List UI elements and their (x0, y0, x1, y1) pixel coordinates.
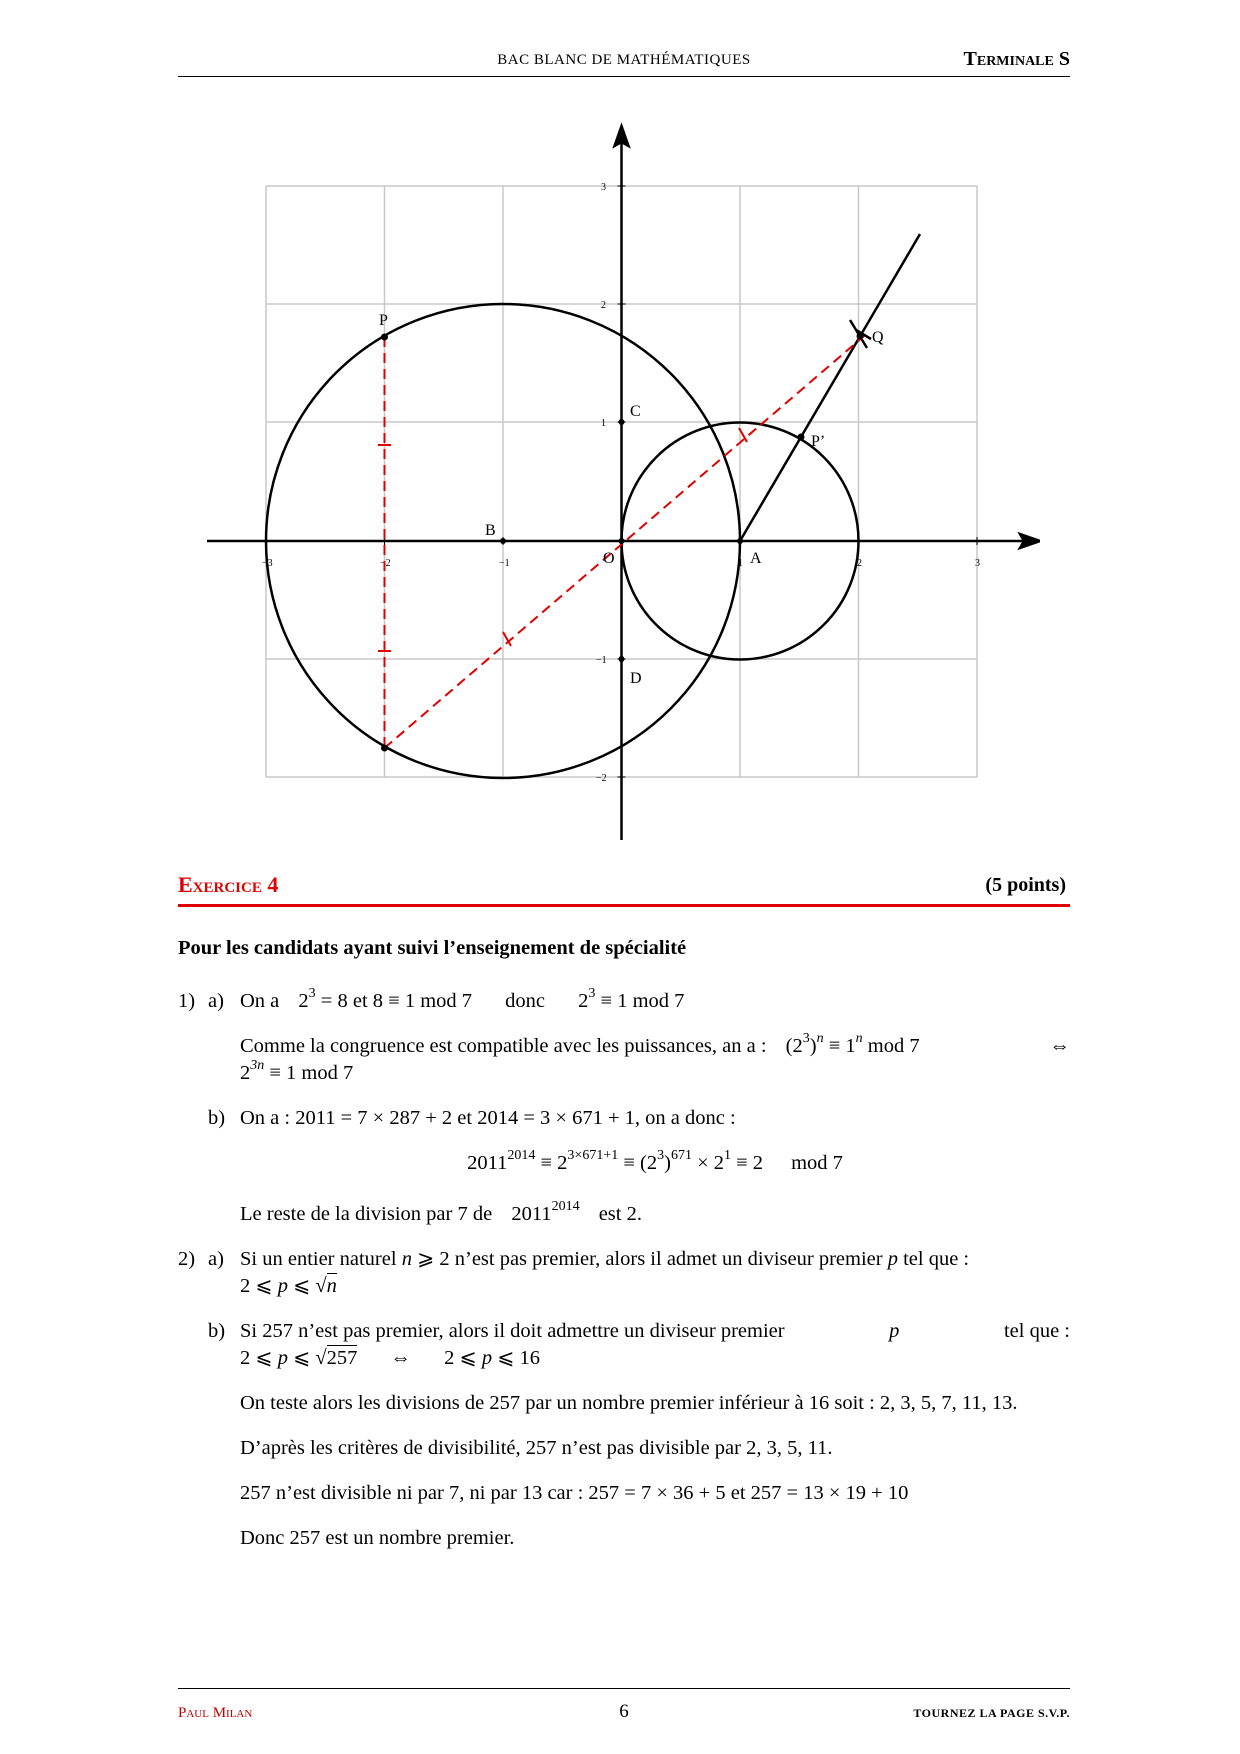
exercise-title: Exercice 4 (178, 872, 279, 897)
label-q: Q (872, 329, 884, 346)
exercise-points: (5 points) (985, 874, 1066, 896)
math: p (889, 1320, 900, 1342)
math: 2 (298, 990, 309, 1012)
label-p: P (379, 312, 388, 329)
text: Comme la congruence est compatible avec les puissances, an a : (240, 1035, 767, 1057)
math: ≡ 2 (731, 1152, 764, 1174)
question-number: 1) (178, 990, 196, 1012)
header-class: Terminale S (963, 48, 1070, 70)
question-2b (178, 1318, 1070, 1372)
math: p (481, 1347, 493, 1369)
page-footer (178, 1688, 1070, 1729)
exponent: n (816, 1031, 824, 1046)
math: 2 ⩽ (240, 1347, 273, 1369)
question-1a (178, 988, 1070, 1015)
exponent: 3 (802, 1031, 810, 1046)
point-c (619, 419, 625, 425)
math: n (401, 1248, 412, 1270)
question-2b-division (178, 1480, 1070, 1507)
question-1a-cont (178, 1033, 1070, 1087)
point-p-prime (798, 434, 805, 441)
text: On teste alors les divisions de 257 par un nombre premier inférieur à 16 soit : 2, 3, 5, 7, 11, 13. (240, 1392, 1018, 1414)
exponent: 1 (724, 1148, 731, 1163)
math: ≡ 1 (823, 1035, 856, 1057)
math: 2 (578, 990, 589, 1012)
y-tick-label: 3 (601, 182, 606, 193)
math: ⩽ (293, 1275, 311, 1297)
question-letter: b) (208, 1320, 226, 1342)
text: Si 257 n’est pas premier, alors il doit admettre un diviseur premier (240, 1320, 785, 1342)
y-tick-label: 1 (601, 418, 606, 429)
equivalence-symbol: ⇔ (1049, 1035, 1070, 1057)
question-letter: a) (208, 990, 224, 1012)
exponent: 2014 (507, 1148, 536, 1163)
x-tick-label: −2 (380, 558, 391, 569)
exponent: 3 (308, 986, 316, 1001)
question-2b-conclusion (178, 1525, 1070, 1552)
text: Donc 257 est un nombre premier. (240, 1527, 515, 1549)
geometry-figure (200, 120, 1040, 850)
text: 257 n’est divisible ni par 7, ni par 13 car : 257 = 7 × 36 + 5 et 257 = 13 × 19 + 10 (240, 1482, 909, 1504)
math: ≡ (2 (618, 1152, 658, 1174)
y-tick-label: −1 (596, 655, 607, 666)
half-line-from-A (740, 234, 920, 541)
math: × 2 (691, 1152, 724, 1174)
point-d (619, 656, 625, 662)
y-axis-arrow (615, 126, 629, 146)
axes (207, 126, 1040, 840)
question-1b (178, 1105, 1070, 1132)
exponent: 2014 (551, 1199, 580, 1214)
text: On a : 2011 = 7 × 287 + 2 et 2014 = 3 × 671 + 1, on a donc : (240, 1107, 736, 1129)
exponent: n (855, 1031, 863, 1046)
exponent: 3 (588, 986, 596, 1001)
question-number: 2) (178, 1248, 196, 1270)
text: tel que : (903, 1248, 970, 1270)
page-header (178, 48, 1070, 77)
question-2b-tests (178, 1390, 1070, 1417)
math: 2 ⩽ (444, 1347, 477, 1369)
text: est 2. (598, 1203, 642, 1225)
exercise-header (178, 872, 1070, 907)
text: D’après les critères de divisibilité, 257 n’est pas divisible par 2, 3, 5, 11. (240, 1437, 833, 1459)
math: ≡ 1 mod 7 (264, 1062, 354, 1084)
formula (178, 1150, 1070, 1177)
question-2b-criteria (178, 1435, 1070, 1462)
speciality-title: Pour les candidats ayant suivi l’enseignement de spécialité (178, 937, 687, 959)
label-o: O (603, 550, 615, 567)
math: 2011 (511, 1203, 552, 1225)
math: mod 7 (791, 1152, 843, 1174)
math: 2011 (467, 1152, 508, 1174)
exponent: 3×671+1 (567, 1148, 619, 1163)
header-title: BAC BLANC DE MATHÉMATIQUES (497, 52, 751, 68)
x-axis-arrow (1020, 534, 1040, 548)
footer-author: Paul Milan (178, 1705, 253, 1721)
text: On a (240, 990, 280, 1012)
math: p (887, 1248, 898, 1270)
solution-content (178, 935, 1070, 1570)
point-p (381, 334, 388, 341)
math: ≡ 1 mod 7 (595, 990, 685, 1012)
x-tick-label: 1 (738, 558, 743, 569)
equivalence-symbol: ⇔ (390, 1347, 412, 1369)
math: p (277, 1347, 288, 1369)
label-d: D (630, 670, 642, 687)
y-tick-label: −2 (596, 773, 607, 784)
label-p-prime: P’ (811, 433, 826, 450)
text: ⩾ 2 n’est pas premier, alors il admet un diviseur premier (417, 1248, 883, 1270)
y-tick-label: 2 (601, 300, 606, 311)
question-letter: b) (208, 1107, 226, 1129)
question-letter: a) (208, 1248, 224, 1270)
text: tel que : (1003, 1320, 1070, 1342)
text: Si un entier naturel (240, 1248, 397, 1270)
question-1b-conclusion (178, 1201, 1070, 1228)
math: n (326, 1275, 337, 1297)
math: ⩽ (293, 1347, 311, 1369)
point-o (619, 538, 625, 544)
math: (2 (785, 1035, 803, 1057)
math: = 8 et 8 ≡ 1 mod 7 (315, 990, 473, 1012)
page-number: 6 (619, 1701, 629, 1722)
point-b (500, 538, 506, 544)
label-b: B (485, 522, 496, 539)
text: Le reste de la division par 7 de (240, 1203, 493, 1225)
sqrt-symbol: √ (315, 1347, 327, 1369)
math: ) (809, 1035, 817, 1057)
math: 2 (240, 1062, 251, 1084)
x-tick-label: 2 (857, 558, 862, 569)
label-c: C (630, 403, 641, 420)
text: donc (505, 990, 546, 1012)
exponent: 671 (670, 1148, 692, 1163)
sqrt-symbol: √ (315, 1275, 327, 1297)
footer-note: TOURNEZ LA PAGE S.V.P. (913, 1706, 1070, 1720)
point-a (737, 538, 743, 544)
x-tick-label: −1 (499, 558, 510, 569)
math: p (277, 1275, 288, 1297)
math: ⩽ 16 (497, 1347, 541, 1369)
question-2a (178, 1246, 1070, 1300)
exponent: 3n (250, 1058, 265, 1073)
math: 257 (326, 1347, 358, 1369)
math: 2 ⩽ (240, 1275, 273, 1297)
math: ≡ 2 (535, 1152, 568, 1174)
x-tick-label: −3 (262, 558, 273, 569)
label-a: A (750, 550, 762, 567)
math: mod 7 (862, 1035, 920, 1057)
point-p-image (381, 745, 388, 752)
exponent: 3 (657, 1148, 665, 1163)
point-q (857, 333, 864, 340)
x-tick-label: 3 (975, 558, 980, 569)
math: ) (664, 1152, 671, 1174)
